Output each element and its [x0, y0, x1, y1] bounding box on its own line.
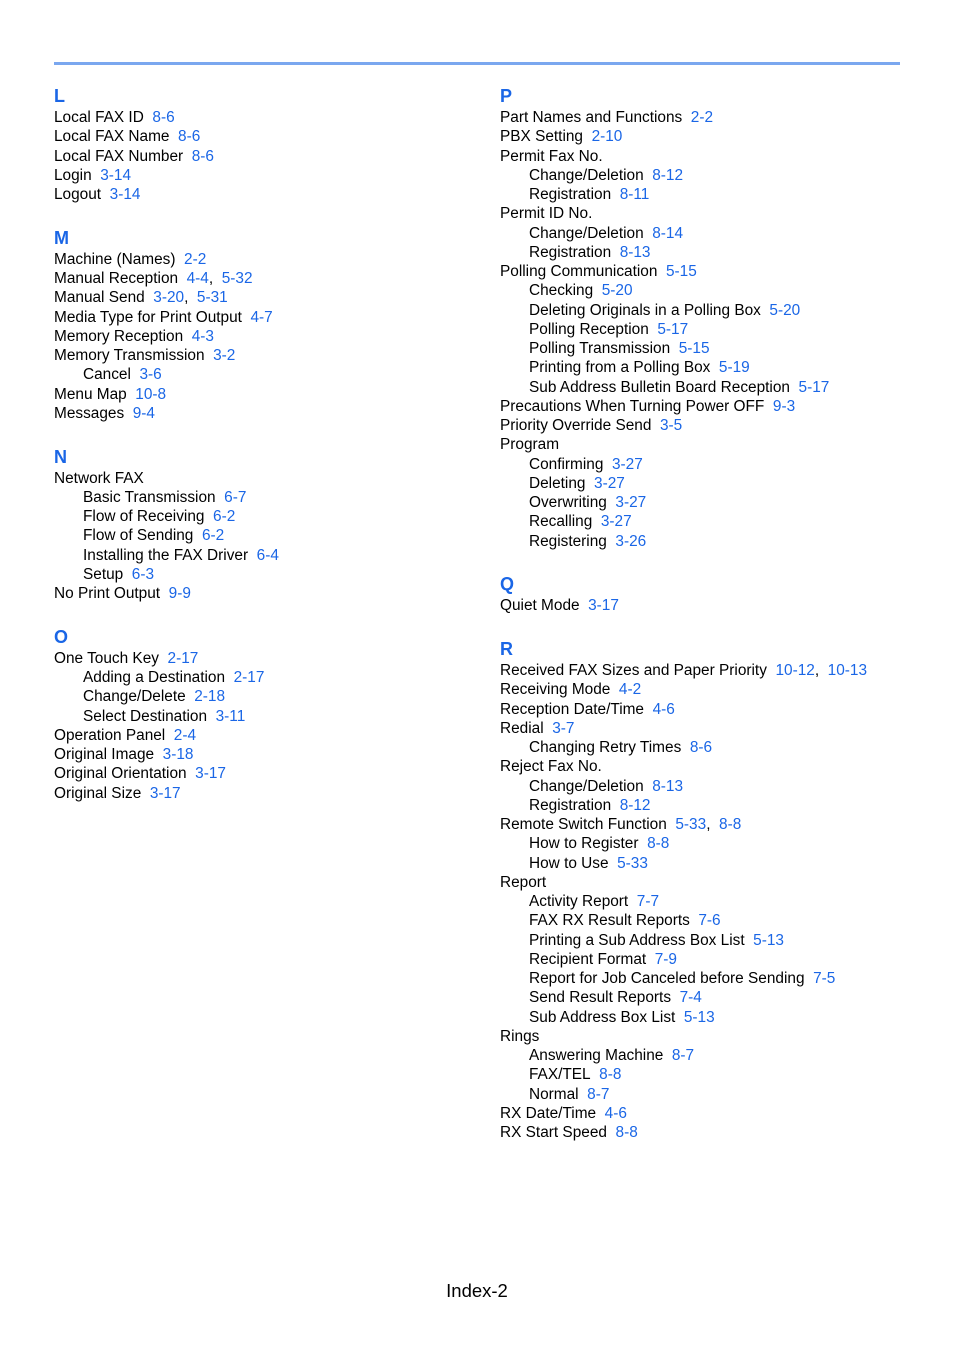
index-term: Received FAX Sizes and Paper Priority [500, 662, 767, 679]
index-subentry [500, 493, 910, 512]
index-subentry [54, 565, 474, 584]
index-section-p [500, 86, 910, 551]
index-term: RX Date/Time [500, 1104, 597, 1122]
page-reference-link[interactable]: 9-4 [132, 404, 155, 422]
page-reference-link[interactable]: 4-6 [652, 700, 675, 718]
page-reference-link[interactable]: 2-17 [167, 649, 199, 667]
index-term: Checking [529, 282, 594, 300]
index-entry [500, 435, 910, 454]
page-reference-link[interactable]: 6-4 [256, 546, 279, 564]
index-entry [54, 784, 474, 803]
index-term: Installing the FAX Driver [83, 546, 249, 564]
index-subentry [54, 488, 474, 507]
index-subentry [54, 526, 474, 545]
index-term: Printing a Sub Address Box List [529, 931, 745, 949]
index-term: Manual Reception [54, 270, 179, 287]
index-subentry [500, 301, 910, 320]
index-term: Priority Override Send [500, 417, 652, 434]
index-subentry [500, 1046, 910, 1065]
index-term: Overwriting [529, 494, 607, 511]
index-subentry [54, 507, 474, 526]
index-entry [500, 757, 910, 776]
index-subentry [54, 365, 474, 384]
page-reference-link[interactable]: 8-13 [619, 243, 651, 261]
index-subentry [500, 950, 910, 969]
page-reference-link[interactable]: 8-7 [587, 1085, 610, 1103]
index-entry [54, 346, 474, 365]
page-reference-link[interactable]: 6-3 [131, 565, 155, 583]
index-subentry [500, 185, 910, 204]
index-term: Machine (Names) [54, 250, 176, 268]
index-entry [54, 469, 474, 488]
index-term: Report [500, 873, 547, 891]
page-reference-link[interactable]: 8-12 [652, 166, 684, 184]
index-term: Flow of Receiving [83, 508, 205, 525]
page-reference-link[interactable]: 8-12 [619, 796, 651, 814]
index-entry [500, 680, 910, 699]
page-reference-link[interactable]: 7-6 [698, 912, 721, 930]
page-number: Index-2 [446, 1280, 508, 1301]
page-reference-link[interactable]: 5-13 [683, 1008, 715, 1026]
page-reference-link[interactable]: 3-7 [552, 719, 575, 737]
index-section-r [500, 639, 910, 1142]
index-term: Original Image [54, 746, 155, 763]
index-subentry [54, 546, 474, 565]
index-subentry [500, 512, 910, 531]
index-entry [500, 1104, 910, 1123]
index-subentry [500, 1008, 910, 1027]
index-term: Normal [529, 1085, 579, 1103]
index-entry [500, 596, 910, 615]
index-entry: Received FAX Sizes and Paper Priority 10-12, 10-13 [500, 662, 868, 679]
page-reference-link[interactable]: 3-17 [195, 765, 226, 783]
page-reference-link[interactable]: 8-14 [652, 224, 684, 242]
index-term: Quiet Mode [500, 597, 580, 615]
page-reference-link[interactable]: 2-2 [690, 109, 714, 126]
page-reference-link[interactable]: 6-2 [213, 508, 236, 525]
index-term: Memory Reception [54, 327, 184, 345]
index-subentry [500, 796, 910, 815]
index-column-left [54, 86, 474, 826]
index-subentry [500, 834, 910, 853]
index-term: Original Orientation [54, 765, 187, 783]
index-entry [500, 262, 910, 281]
index-term: Operation Panel [54, 726, 166, 744]
index-section-l [54, 86, 474, 204]
index-term: RX Start Speed [500, 1124, 607, 1141]
page-reference-link[interactable]: 4-2 [618, 681, 642, 699]
page-reference-link[interactable]: 3-18 [162, 746, 194, 763]
page-reference-link[interactable]: 7-7 [636, 893, 660, 910]
header-rule [54, 62, 900, 65]
page-reference-link[interactable]: 3-2 [213, 347, 236, 364]
page-reference-link[interactable]: 5-15 [678, 340, 710, 357]
page-reference-link[interactable]: 10-8 [135, 385, 167, 403]
index-entry: Manual Send 3-20, 5-31 [54, 289, 228, 307]
index-term: Cancel [83, 366, 131, 384]
page-reference-link[interactable]: 5-17 [657, 320, 689, 338]
index-subentry [500, 777, 910, 796]
index-entry [500, 204, 910, 223]
page-reference-link[interactable]: 2-10 [591, 128, 623, 146]
index-term: Polling Transmission [529, 340, 671, 357]
index-term: Precautions When Turning Power OFF [500, 397, 765, 415]
index-term: Reject Fax No. [500, 758, 602, 776]
index-subentry [500, 1085, 910, 1104]
index-term: Registering [529, 532, 607, 550]
page-reference-link[interactable]: 3-6 [139, 366, 162, 384]
index-term: Original Size [54, 784, 142, 802]
page-reference-link[interactable]: 2-4 [173, 726, 197, 744]
page-reference-link[interactable]: 3-17 [588, 597, 619, 615]
index-entry [54, 147, 474, 166]
page-reference-link[interactable]: 10-13 [827, 662, 868, 679]
index-term: Setup [83, 565, 124, 583]
page-reference-link[interactable]: 8-11 [619, 186, 650, 203]
index-term: Registration [529, 186, 612, 203]
index-term: PBX Setting [500, 128, 583, 146]
page-reference-link[interactable]: 5-32 [221, 270, 253, 287]
index-section-n [54, 447, 474, 604]
index-subentry [500, 320, 910, 339]
index-term: Deleting Originals in a Polling Box [529, 301, 761, 319]
index-subentry [500, 358, 910, 377]
index-entry [500, 108, 910, 127]
index-subentry [500, 474, 910, 493]
index-term: Deleting [529, 474, 586, 492]
index-subentry [500, 243, 910, 262]
page-reference-link[interactable]: 8-8 [719, 816, 742, 833]
page-reference-link[interactable]: 7-9 [654, 950, 677, 968]
page-reference-link[interactable]: 5-13 [753, 931, 784, 949]
page-reference-link[interactable]: 9-9 [168, 585, 191, 602]
index-term: Receiving Mode [500, 681, 611, 699]
index-term: Activity Report [529, 893, 629, 910]
section-letter: N [54, 446, 67, 467]
index-term: No Print Output [54, 585, 161, 602]
page-reference-link[interactable]: 5-33 [675, 816, 707, 833]
page-reference-link[interactable]: 6-7 [224, 488, 247, 506]
page-reference-link[interactable]: 9-3 [772, 397, 796, 415]
index-section-m [54, 228, 474, 423]
index-term: Basic Transmission [83, 488, 216, 506]
page-reference-link[interactable]: 3-5 [659, 417, 683, 434]
index-term: Sub Address Box List [529, 1008, 676, 1026]
page-reference-link[interactable]: 7-4 [679, 989, 702, 1007]
index-subentry [500, 224, 910, 243]
index-term: Report for Job Canceled before Sending [529, 970, 805, 987]
page-reference-link[interactable]: 2-18 [194, 688, 226, 706]
index-term: FAX/TEL [529, 1066, 591, 1084]
index-entry [54, 584, 474, 603]
index-term: Adding a Destination [83, 669, 226, 686]
page-reference-link[interactable]: 8-7 [671, 1047, 695, 1064]
page-reference-link[interactable]: 5-20 [601, 282, 633, 300]
page-reference-link[interactable]: 5-15 [665, 263, 697, 280]
page-reference-link[interactable]: 8-6 [152, 109, 175, 126]
index-entry [54, 404, 474, 423]
page-reference-link[interactable]: 5-17 [798, 378, 830, 396]
index-term: Change/Deletion [529, 166, 644, 184]
index-term: Flow of Sending [83, 527, 194, 545]
index-subentry [500, 969, 910, 988]
index-entry: Manual Reception 4-4, 5-32 [54, 270, 253, 287]
index-term: Media Type for Print Output [54, 308, 242, 326]
page-reference-link[interactable]: 3-27 [611, 455, 643, 473]
index-entry [500, 147, 910, 166]
index-subentry [500, 738, 910, 757]
index-term: Login [54, 166, 92, 184]
index-entry [500, 1123, 910, 1142]
index-entry [500, 873, 910, 892]
index-term: Confirming [529, 455, 604, 473]
index-term: Remote Switch Function [500, 816, 667, 833]
index-term: Memory Transmission [54, 347, 205, 364]
page-reference-link[interactable]: 8-8 [615, 1124, 638, 1141]
index-entry [54, 108, 474, 127]
index-term: Sub Address Bulletin Board Reception [529, 378, 790, 396]
index-term: Recipient Format [529, 950, 647, 968]
index-subentry [500, 892, 910, 911]
index-subentry [500, 281, 910, 300]
index-term: Permit Fax No. [500, 147, 603, 165]
page-reference-link[interactable]: 3-27 [615, 494, 647, 511]
page-reference-link[interactable]: 5-20 [769, 301, 801, 319]
index-subentry [500, 931, 910, 950]
index-entry [54, 127, 474, 146]
index-term: Printing from a Polling Box [529, 359, 711, 377]
index-entry [54, 185, 474, 204]
index-entry: Remote Switch Function 5-33, 8-8 [500, 816, 742, 833]
index-term: Network FAX [54, 469, 144, 487]
page-reference-link[interactable]: 3-14 [100, 166, 132, 184]
index-section-q [500, 574, 910, 615]
index-subentry [500, 166, 910, 185]
index-entry [500, 127, 910, 146]
index-term: Manual Send [54, 289, 145, 307]
index-term: Program [500, 436, 560, 454]
page-reference-link[interactable]: 5-31 [196, 289, 228, 307]
index-entry [500, 700, 910, 719]
index-term: Menu Map [54, 385, 127, 403]
index-term: Recalling [529, 513, 593, 531]
page-reference-link[interactable]: 3-27 [594, 474, 625, 492]
index-entry [54, 745, 474, 764]
index-term: Part Names and Functions [500, 109, 683, 126]
page-reference-link[interactable]: 3-27 [600, 513, 632, 531]
page-reference-link[interactable]: 7-5 [813, 970, 836, 987]
page-reference-link[interactable]: 4-6 [604, 1104, 627, 1122]
page-reference-link[interactable]: 2-17 [233, 669, 265, 686]
page-reference-link[interactable]: 8-8 [647, 835, 670, 853]
index-term: Local FAX ID [54, 109, 144, 126]
index-entry [500, 416, 910, 435]
index-entry [54, 764, 474, 783]
index-term: Select Destination [83, 707, 208, 725]
index-term: Redial [500, 719, 544, 737]
index-entry [54, 726, 474, 745]
index-subentry [500, 378, 910, 397]
page-reference-link[interactable]: 8-8 [599, 1066, 622, 1084]
index-term: Change/Delete [83, 688, 186, 706]
index-entry [54, 327, 474, 346]
page-reference-link[interactable]: 4-3 [191, 327, 214, 345]
page-reference-link[interactable]: 4-7 [250, 308, 273, 326]
page-reference-link[interactable]: 3-11 [215, 707, 246, 725]
index-term: Rings [500, 1027, 540, 1045]
index-column-right [500, 86, 910, 1166]
index-term: Send Result Reports [529, 989, 672, 1007]
page-reference-link[interactable]: 4-4 [186, 270, 209, 287]
page-reference-link[interactable]: 5-19 [718, 359, 750, 377]
page-reference-link[interactable]: 3-14 [109, 186, 141, 203]
index-term: How to Use [529, 854, 609, 872]
index-term: Polling Reception [529, 320, 649, 338]
index-term: Permit ID No. [500, 205, 593, 223]
index-term: How to Register [529, 835, 639, 853]
section-letter: Q [500, 574, 515, 595]
index-entry [54, 385, 474, 404]
section-letter: M [54, 227, 69, 248]
section-letter: R [500, 639, 513, 659]
page-reference-link[interactable]: 8-6 [191, 147, 214, 165]
index-subentry [500, 532, 910, 551]
index-term: Reception Date/Time [500, 700, 644, 718]
section-letter: O [54, 626, 69, 647]
page-reference-link[interactable]: 3-17 [149, 784, 181, 802]
index-term: Messages [54, 404, 125, 422]
index-term: Changing Retry Times [529, 739, 682, 756]
index-subentry [54, 707, 474, 726]
index-subentry [500, 988, 910, 1007]
index-term: Local FAX Name [54, 128, 170, 146]
index-term: Polling Communication [500, 263, 658, 280]
index-subentry [500, 455, 910, 474]
page-reference-link[interactable]: 8-6 [689, 739, 713, 756]
index-entry [54, 308, 474, 327]
index-term: Logout [54, 186, 102, 203]
page-reference-link[interactable]: 5-33 [617, 854, 648, 872]
index-term: FAX RX Result Reports [529, 912, 690, 930]
page-reference-link[interactable]: 10-12 [775, 662, 815, 679]
index-term: Local FAX Number [54, 147, 184, 165]
section-letter: P [500, 86, 513, 106]
page-reference-link[interactable]: 3-26 [615, 532, 647, 550]
index-term: Answering Machine [529, 1047, 664, 1064]
index-term: Registration [529, 243, 612, 261]
page-reference-link[interactable]: 2-2 [184, 250, 207, 268]
index-term: Change/Deletion [529, 777, 644, 795]
page-reference-link[interactable]: 3-20 [153, 289, 185, 307]
section-letter: L [54, 86, 65, 106]
index-entry [54, 250, 474, 269]
index-term: Change/Deletion [529, 224, 644, 242]
index-entry [54, 649, 474, 668]
page-reference-link[interactable]: 8-6 [178, 128, 201, 146]
index-term: One Touch Key [54, 649, 159, 667]
index-subentry [54, 668, 474, 687]
index-entry [500, 397, 910, 416]
index-section-o [54, 627, 474, 803]
index-subentry [54, 687, 474, 706]
index-subentry [500, 1065, 910, 1084]
index-subentry [500, 339, 910, 358]
index-entry [54, 166, 474, 185]
index-subentry [500, 911, 910, 930]
page-reference-link[interactable]: 8-13 [652, 777, 684, 795]
index-entry [500, 719, 910, 738]
index-subentry [500, 854, 910, 873]
index-term: Registration [529, 796, 612, 814]
page-reference-link[interactable]: 6-2 [201, 527, 225, 545]
index-entry [500, 1027, 910, 1046]
